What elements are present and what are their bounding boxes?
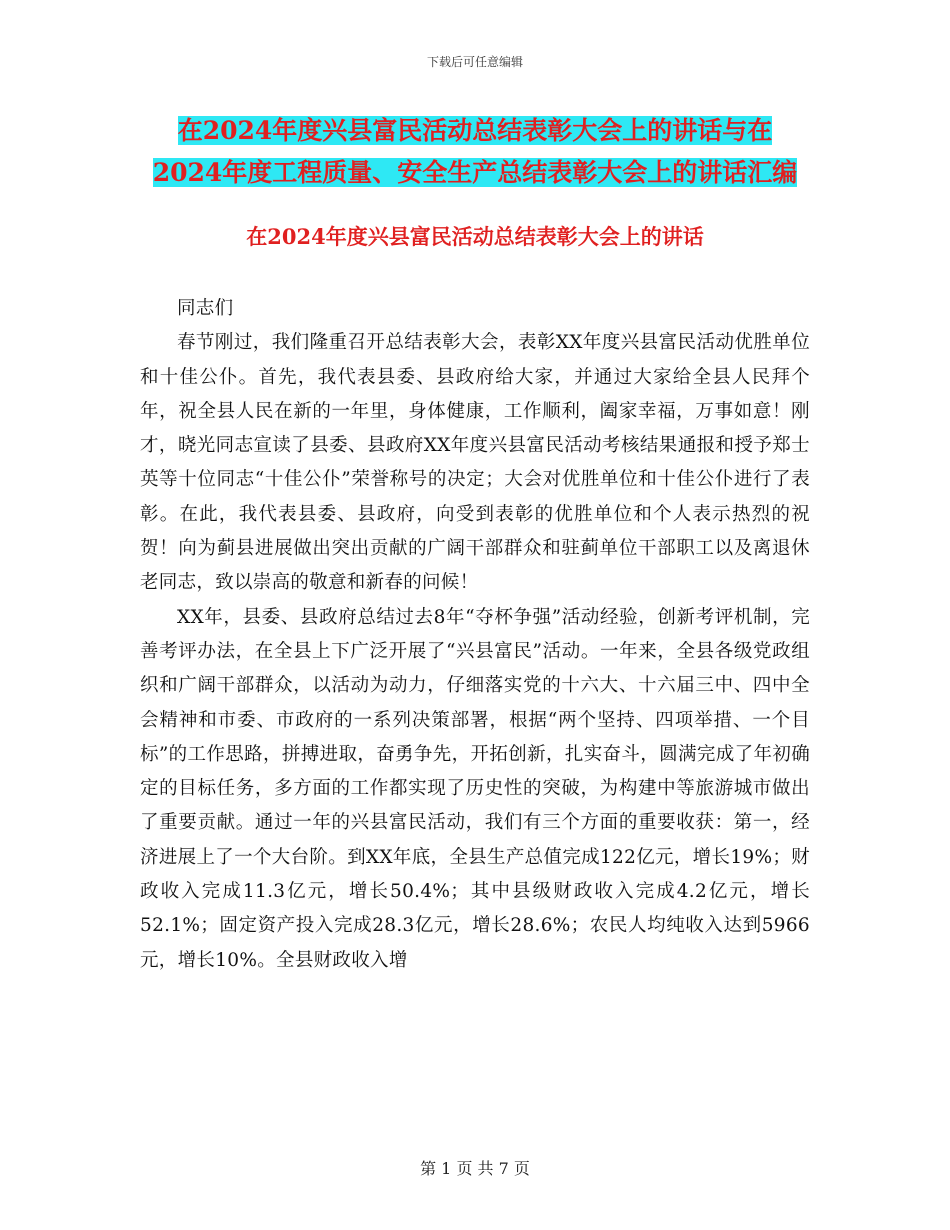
document-title bbox=[140, 110, 810, 194]
document-title-line-1: 在2024年度兴县富民活动总结表彰大会上的讲话与在 bbox=[177, 116, 773, 145]
speech-title: 在2024年度兴县富民活动总结表彰大会上的讲话 bbox=[246, 224, 704, 249]
document-title-line-2: 2024年度工程质量、安全生产总结表彰大会上的讲话汇编 bbox=[152, 158, 798, 187]
paragraph: 春节刚过，我们隆重召开总结表彰大会，表彰XX年度兴县富民活动优胜单位和十佳公仆。首先，我代表县委、县政府给大家，并通过大家给全县人民拜个年，祝全县人民在新的一年里，身体健康，工作顺利，阖家幸福，万事如意！刚才，晓光同志宣读了县委、县政府XX年度兴县富民活动考核结果通报和授予郑士英等十位同志“十佳公仆”荣誉称号的决定；大会对优胜单位和十佳公仆进行了表彰。在此，我代表县委、县政府，向受到表彰的优胜单位和个人表示热烈的祝贺！向为蓟县进展做出突出贡献的广阔干部群众和驻蓟单位干部职工以及离退休老同志，致以崇高的敬意和新春的问候！ bbox=[140, 332, 810, 594]
salutation: 同志们 bbox=[177, 298, 234, 319]
body-text bbox=[140, 292, 810, 978]
paragraph: XX年，县委、县政府总结过去8年“夺杯争强”活动经验，创新考评机制，完善考评办法，在全县上下广泛开展了“兴县富民”活动。一年来，全县各级党政组织和广阔干部群众，以活动为动力，仔细落实党的十六大、十六届三中、四中全会精神和市委、市政府的一系列决策部署，根据“两个坚持、四项举措、一个目标”的工作思路，拼搏进取，奋勇争先，开拓创新，扎实奋斗，圆满完成了年初确定的目标任务，多方面的工作都实现了历史性的突破，为构建中等旅游城市做出了重要贡献。通过一年的兴县富民活动，我们有三个方面的重要收获：第一，经济进展上了一个大台阶。到XX年底，全县生产总值完成122亿元，增长19%；财政收入完成11.3亿元，增长50.4%；其中县级财政收入完成4.2亿元，增长52.1%；固定资产投入完成28.3亿元，增长28.6%；农民人均纯收入达到5966元，增长10%。全县财政收入增 bbox=[140, 606, 810, 971]
page-number: 第 1 页 共 7 页 bbox=[420, 1159, 530, 1178]
header-note: 下载后可任意编辑 bbox=[426, 55, 523, 69]
